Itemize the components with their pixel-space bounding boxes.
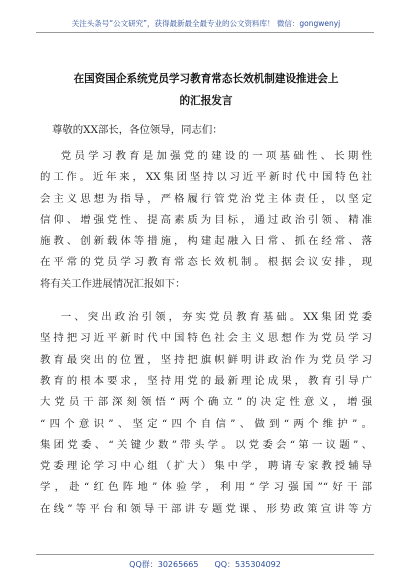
text-line: 坚持把习近平新时代中国特色社会主义思想作为党员学习 <box>40 332 372 345</box>
text-line: 的工作。近年来，XX集团坚持以习近平新时代中国特色社 <box>40 171 372 184</box>
footer-divider <box>36 554 374 555</box>
text-line: 党员学习教育是加强党的建设的一项基础性、长期性 <box>60 150 372 162</box>
header-banner: 关注头条号“公文研究”，获得最新最全最专业的公文资料库！ 微信：gongwenyj <box>71 19 341 28</box>
title-line: 的汇报发言 <box>179 95 233 107</box>
salutation: 尊敬的XX部长，各位领导，同志们： <box>52 124 223 136</box>
paragraph <box>40 307 372 520</box>
text-line: 大党员干部深刻领悟“两个确立”的决定性意义，增强 <box>40 396 372 409</box>
document-body <box>40 146 372 532</box>
text-line: 施教、创新载体等措施，构建起融入日常、抓在经常、落 <box>40 235 372 248</box>
text-line: 信仰、增强党性、提高素质为目标，通过政治引领、精准 <box>40 213 372 226</box>
header-divider <box>36 32 374 33</box>
text-line: 将有关工作进展情况汇报如下： <box>40 277 186 290</box>
text-line: 会主义思想为指导，严格履行管党治党主体责任，以坚定 <box>40 192 372 205</box>
text-line: 在线”等平台和领导干部讲专题党课、形势政策宣讲等方 <box>40 502 372 515</box>
text-line: 教育最突出的位置，坚持把旗帜鲜明讲政治作为党员学习 <box>40 353 372 366</box>
text-line: 集团党委、“关键少数”带头学。以党委会“第一议题”、 <box>40 438 372 451</box>
text-line: 教育的根本要求，坚持用党的最新理论成果，教育引导广 <box>40 374 372 387</box>
footer-contact: QQ群：30265665 QQ：535304092 <box>129 560 281 569</box>
text-line: 党委理论学习中心组（扩大）集中学，聘请专家教授辅导 <box>40 460 372 473</box>
title-line: 在国资国企系统党员学习教育常态长效机制建设推进会上 <box>73 73 339 85</box>
text-line: 在平常的党员学习教育常态长效机制。根据会议安排，现 <box>40 256 372 269</box>
text-line: 一、突出政治引领，夯实党员教育基础。XX集团党委 <box>60 311 372 324</box>
document-title <box>40 68 372 112</box>
paragraph <box>40 146 372 295</box>
text-line: “四个意识”、坚定“四个自信”、做到“两个维护”。 <box>40 417 372 430</box>
text-line: 学，赴“红色阵地”体验学，利用“学习强国”“好干部 <box>40 481 372 494</box>
